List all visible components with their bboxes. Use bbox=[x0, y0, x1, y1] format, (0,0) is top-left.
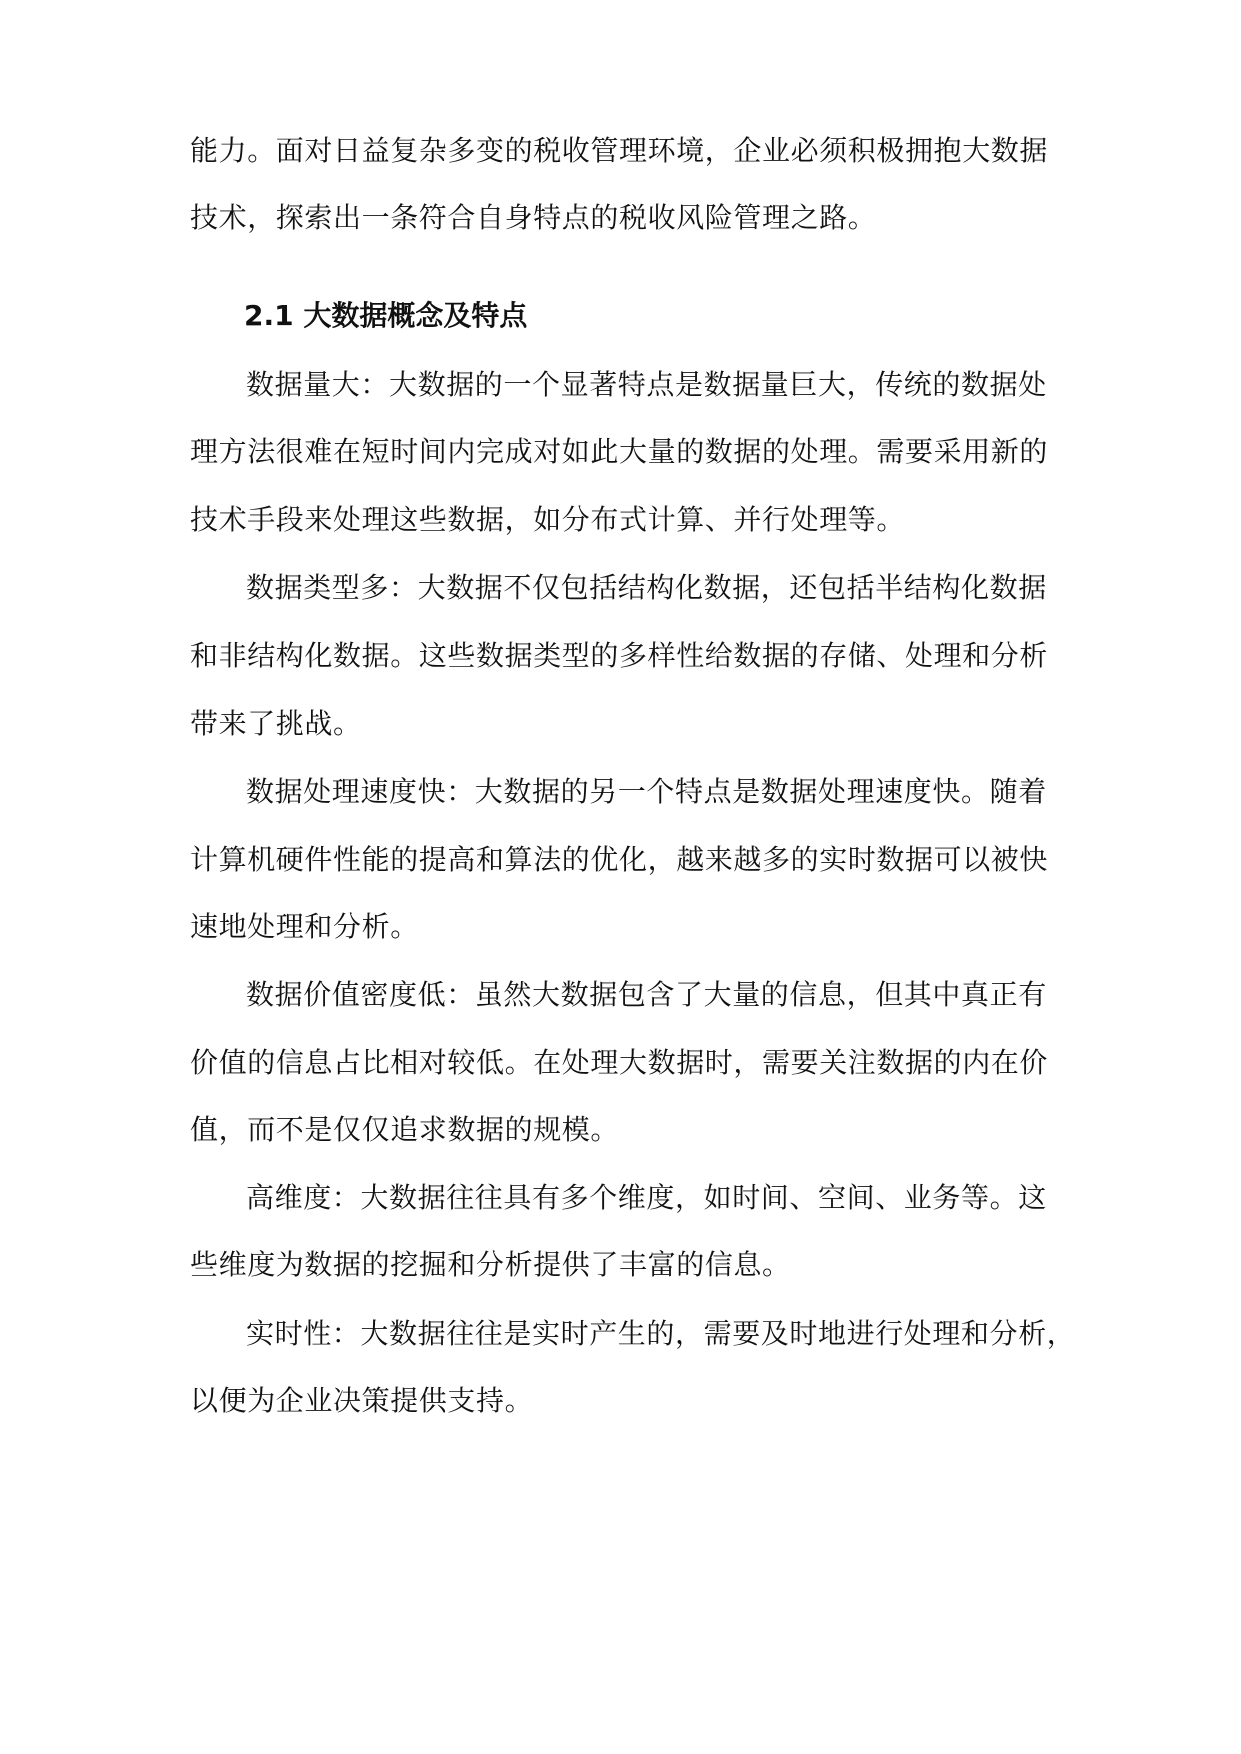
paragraph-6-line-1: 实时性：大数据往往是实时产生的，需要及时地进行处理和分析， bbox=[246, 1317, 1076, 1350]
paragraph-5-line-1: 高维度：大数据往往具有多个维度，如时间、空间、业务等。这 bbox=[246, 1181, 1047, 1214]
paragraph-6-line-2: 以便为企业决策提供支持。 bbox=[190, 1384, 534, 1417]
paragraph-2-line-3: 带来了挑战。 bbox=[190, 707, 362, 740]
paragraph-1-line-3: 技术手段来处理这些数据，如分布式计算、并行处理等。 bbox=[190, 503, 906, 536]
intro-line-2: 技术，探索出一条符合自身特点的税收风险管理之路。 bbox=[190, 201, 877, 234]
section-heading: 2.1 大数据概念及特点 bbox=[244, 299, 528, 332]
paragraph-2-line-1: 数据类型多：大数据不仅包括结构化数据，还包括半结构化数据 bbox=[246, 571, 1047, 604]
paragraph-3-line-3: 速地处理和分析。 bbox=[190, 910, 419, 943]
paragraph-1-line-2: 理方法很难在短时间内完成对如此大量的数据的处理。需要采用新的 bbox=[190, 435, 1049, 468]
intro-line-1: 能力。面对日益复杂多变的税收管理环境，企业必须积极拥抱大数据 bbox=[190, 134, 1049, 167]
paragraph-1-line-1: 数据量大：大数据的一个显著特点是数据量巨大，传统的数据处 bbox=[246, 368, 1047, 401]
paragraph-4-line-2: 价值的信息占比相对较低。在处理大数据时，需要关注数据的内在价 bbox=[190, 1046, 1049, 1079]
paragraph-3-line-2: 计算机硬件性能的提高和算法的优化，越来越多的实时数据可以被快 bbox=[190, 843, 1049, 876]
paragraph-4-line-3: 值，而不是仅仅追求数据的规模。 bbox=[190, 1113, 620, 1146]
paragraph-2-line-2: 和非结构化数据。这些数据类型的多样性给数据的存储、处理和分析 bbox=[190, 639, 1049, 672]
paragraph-4-line-1: 数据价值密度低：虽然大数据包含了大量的信息，但其中真正有 bbox=[246, 978, 1047, 1011]
paragraph-3-line-1: 数据处理速度快：大数据的另一个特点是数据处理速度快。随着 bbox=[246, 775, 1047, 808]
paragraph-5-line-2: 些维度为数据的挖掘和分析提供了丰富的信息。 bbox=[190, 1248, 791, 1281]
